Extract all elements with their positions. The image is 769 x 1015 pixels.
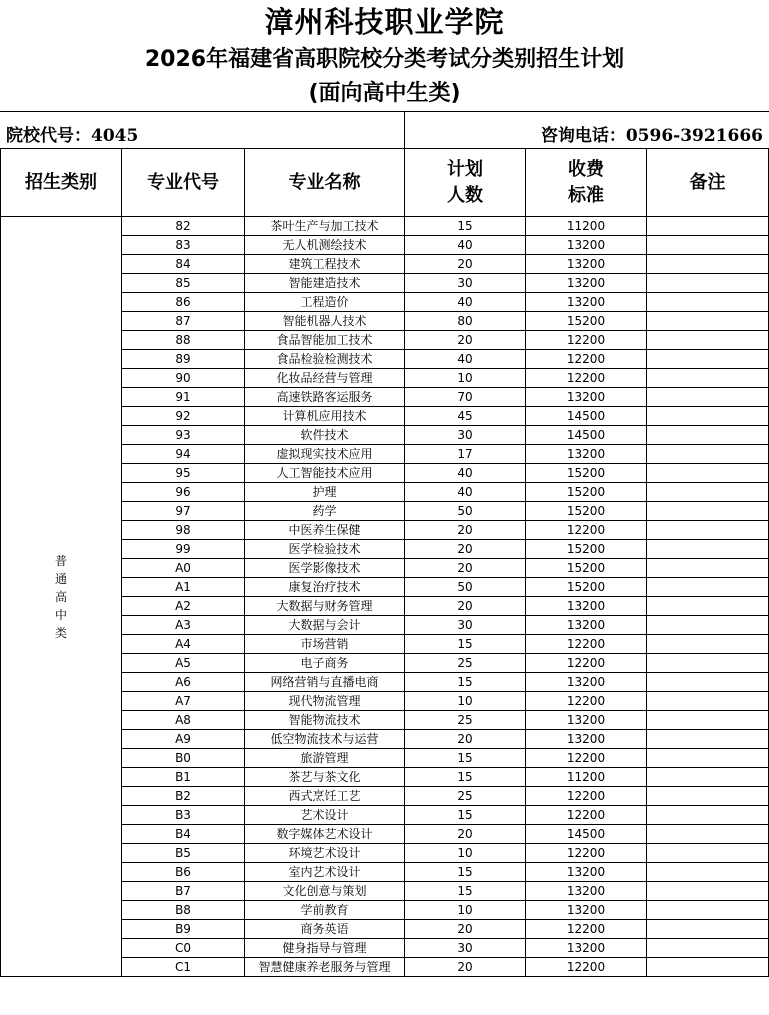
plan-count-cell: 30 [405,616,526,635]
major-name-cell: 市场营销 [245,635,405,654]
fee-cell: 13200 [526,939,647,958]
header-fee-line2: 标准 [568,184,604,206]
fee-cell: 15200 [526,312,647,331]
major-name-cell: 护理 [245,483,405,502]
plan-count-cell: 15 [405,749,526,768]
fee-cell: 13200 [526,255,647,274]
enrollment-table [0,148,769,977]
plan-count-cell: 25 [405,654,526,673]
major-code-cell: A1 [122,578,245,597]
major-code-cell: 92 [122,407,245,426]
plan-count-cell: 30 [405,939,526,958]
major-code-cell: A7 [122,692,245,711]
remark-cell [647,521,769,540]
major-name-cell: 数字媒体艺术设计 [245,825,405,844]
major-name-cell: 室内艺术设计 [245,863,405,882]
fee-cell: 14500 [526,825,647,844]
plan-count-cell: 15 [405,882,526,901]
plan-count-cell: 40 [405,483,526,502]
remark-cell [647,597,769,616]
remark-cell [647,844,769,863]
fee-cell: 13200 [526,597,647,616]
plan-count-cell: 15 [405,217,526,236]
header-fee-line1: 收费 [568,158,604,180]
major-code-cell: 97 [122,502,245,521]
fee-cell: 13200 [526,901,647,920]
fee-cell: 12200 [526,369,647,388]
major-code-cell: A9 [122,730,245,749]
major-name-cell: 茶艺与茶文化 [245,768,405,787]
fee-cell: 13200 [526,863,647,882]
header-major-name: 专业名称 [245,149,405,217]
major-code-cell: 96 [122,483,245,502]
plan-count-cell: 15 [405,768,526,787]
fee-cell: 11200 [526,217,647,236]
fee-cell: 12200 [526,749,647,768]
major-name-cell: 无人机测绘技术 [245,236,405,255]
plan-count-cell: 15 [405,863,526,882]
fee-cell: 15200 [526,540,647,559]
major-name-cell: 食品检验检测技术 [245,350,405,369]
plan-count-cell: 50 [405,578,526,597]
major-code-cell: B5 [122,844,245,863]
major-code-cell: B2 [122,787,245,806]
major-name-cell: 智能机器人技术 [245,312,405,331]
major-name-cell: 大数据与会计 [245,616,405,635]
remark-cell [647,255,769,274]
plan-count-cell: 20 [405,521,526,540]
major-code-cell: 87 [122,312,245,331]
plan-count-cell: 30 [405,426,526,445]
plan-count-cell: 10 [405,844,526,863]
major-name-cell: 软件技术 [245,426,405,445]
remark-cell [647,217,769,236]
fee-cell: 12200 [526,521,647,540]
major-name-cell: 智能物流技术 [245,711,405,730]
fee-cell: 15200 [526,559,647,578]
plan-count-cell: 10 [405,369,526,388]
major-name-cell: 建筑工程技术 [245,255,405,274]
major-code-cell: 85 [122,274,245,293]
fee-cell: 12200 [526,920,647,939]
remark-cell [647,635,769,654]
fee-cell: 14500 [526,426,647,445]
plan-count-cell: 40 [405,464,526,483]
fee-cell: 12200 [526,635,647,654]
fee-cell: 15200 [526,578,647,597]
fee-cell: 11200 [526,768,647,787]
major-code-cell: A8 [122,711,245,730]
remark-cell [647,958,769,977]
plan-count-cell: 40 [405,236,526,255]
fee-cell: 12200 [526,654,647,673]
category-char: 类 [54,625,67,640]
major-code-cell: A4 [122,635,245,654]
fee-cell: 12200 [526,844,647,863]
info-row [0,111,769,149]
major-code-cell: B3 [122,806,245,825]
plan-subtitle: 2026年福建省高职院校分类考试分类别招生计划 [144,47,625,72]
plan-count-cell: 20 [405,730,526,749]
header-plan-line2: 人数 [447,184,483,206]
remark-cell [647,502,769,521]
major-name-cell: 文化创意与策划 [245,882,405,901]
major-name-cell: 健身指导与管理 [245,939,405,958]
header-plan-count [405,149,526,217]
info-divider [404,112,528,149]
major-code-cell: 99 [122,540,245,559]
major-name-cell: 人工智能技术应用 [245,464,405,483]
major-name-cell: 西式烹饪工艺 [245,787,405,806]
major-code-cell: 91 [122,388,245,407]
major-name-cell: 大数据与财务管理 [245,597,405,616]
remark-cell [647,787,769,806]
remark-cell [647,711,769,730]
major-name-cell: 化妆品经营与管理 [245,369,405,388]
plan-count-cell: 45 [405,407,526,426]
major-code-cell: B7 [122,882,245,901]
school-code: 院校代号：4045 [6,126,139,146]
major-name-cell: 虚拟现实技术应用 [245,445,405,464]
plan-count-cell: 80 [405,312,526,331]
major-code-cell: 94 [122,445,245,464]
major-code-cell: B0 [122,749,245,768]
category-char: 中 [54,607,67,622]
major-name-cell: 商务英语 [245,920,405,939]
category-char: 通 [54,571,67,586]
remark-cell [647,407,769,426]
major-name-cell: 智慧健康养老服务与管理 [245,958,405,977]
fee-cell: 15200 [526,483,647,502]
header-remark: 备注 [647,149,769,217]
fee-cell: 13200 [526,274,647,293]
major-name-cell: 医学检验技术 [245,540,405,559]
category-note: (面向高中生类) [308,81,461,106]
fee-cell: 13200 [526,882,647,901]
category-char: 高 [54,589,67,604]
plan-count-cell: 20 [405,597,526,616]
fee-cell: 12200 [526,958,647,977]
remark-cell [647,483,769,502]
remark-cell [647,293,769,312]
remark-cell [647,616,769,635]
major-code-cell: 89 [122,350,245,369]
remark-cell [647,768,769,787]
plan-count-cell: 30 [405,274,526,293]
major-name-cell: 工程造价 [245,293,405,312]
table-header-row [1,149,769,217]
plan-count-cell: 15 [405,806,526,825]
header-category: 招生类别 [1,149,122,217]
major-code-cell: B6 [122,863,245,882]
remark-cell [647,730,769,749]
major-code-cell: 83 [122,236,245,255]
major-code-cell: 86 [122,293,245,312]
major-code-cell: A0 [122,559,245,578]
remark-cell [647,578,769,597]
plan-count-cell: 20 [405,540,526,559]
major-code-cell: 88 [122,331,245,350]
major-code-cell: A3 [122,616,245,635]
fee-cell: 13200 [526,445,647,464]
major-name-cell: 茶叶生产与加工技术 [245,217,405,236]
remark-cell [647,236,769,255]
remark-cell [647,939,769,958]
fee-cell: 15200 [526,464,647,483]
plan-count-cell: 25 [405,711,526,730]
remark-cell [647,806,769,825]
fee-cell: 12200 [526,806,647,825]
fee-cell: 13200 [526,388,647,407]
fee-cell: 14500 [526,407,647,426]
major-name-cell: 环境艺术设计 [245,844,405,863]
remark-cell [647,274,769,293]
remark-cell [647,673,769,692]
fee-cell: 15200 [526,502,647,521]
major-name-cell: 智能建造技术 [245,274,405,293]
major-name-cell: 医学影像技术 [245,559,405,578]
major-code-cell: 95 [122,464,245,483]
major-name-cell: 网络营销与直播电商 [245,673,405,692]
major-code-cell: B4 [122,825,245,844]
major-name-cell: 食品智能加工技术 [245,331,405,350]
plan-count-cell: 40 [405,293,526,312]
fee-cell: 13200 [526,616,647,635]
fee-cell: 12200 [526,692,647,711]
fee-cell: 13200 [526,730,647,749]
major-name-cell: 电子商务 [245,654,405,673]
fee-cell: 13200 [526,236,647,255]
major-name-cell: 旅游管理 [245,749,405,768]
plan-count-cell: 10 [405,692,526,711]
plan-count-cell: 20 [405,825,526,844]
major-code-cell: A2 [122,597,245,616]
plan-count-cell: 25 [405,787,526,806]
major-code-cell: C1 [122,958,245,977]
major-code-cell: 84 [122,255,245,274]
fee-cell: 12200 [526,350,647,369]
remark-cell [647,825,769,844]
plan-count-cell: 20 [405,920,526,939]
major-code-cell: B1 [122,768,245,787]
school-name: 漳州科技职业学院 [264,5,505,39]
remark-cell [647,350,769,369]
major-name-cell: 计算机应用技术 [245,407,405,426]
major-code-cell: A5 [122,654,245,673]
title-block [0,0,769,111]
major-code-cell: 90 [122,369,245,388]
major-name-cell: 高速铁路客运服务 [245,388,405,407]
header-plan-line1: 计划 [447,158,483,180]
remark-cell [647,863,769,882]
major-code-cell: 93 [122,426,245,445]
fee-cell: 12200 [526,787,647,806]
remark-cell [647,540,769,559]
major-code-cell: A6 [122,673,245,692]
major-name-cell: 现代物流管理 [245,692,405,711]
plan-count-cell: 20 [405,559,526,578]
plan-count-cell: 50 [405,502,526,521]
remark-cell [647,692,769,711]
major-code-cell: 98 [122,521,245,540]
fee-cell: 12200 [526,331,647,350]
remark-cell [647,901,769,920]
plan-count-cell: 20 [405,255,526,274]
remark-cell [647,426,769,445]
plan-count-cell: 20 [405,331,526,350]
remark-cell [647,920,769,939]
remark-cell [647,445,769,464]
remark-cell [647,559,769,578]
fee-cell: 13200 [526,711,647,730]
category-char: 普 [54,553,67,568]
fee-cell: 13200 [526,293,647,312]
remark-cell [647,312,769,331]
table-row [1,217,769,236]
remark-cell [647,882,769,901]
major-code-cell: B9 [122,920,245,939]
major-name-cell: 学前教育 [245,901,405,920]
remark-cell [647,654,769,673]
remark-cell [647,464,769,483]
plan-count-cell: 40 [405,350,526,369]
header-major-code: 专业代号 [122,149,245,217]
major-name-cell: 中医养生保健 [245,521,405,540]
remark-cell [647,369,769,388]
remark-cell [647,749,769,768]
plan-count-cell: 15 [405,673,526,692]
major-code-cell: B8 [122,901,245,920]
remark-cell [647,331,769,350]
plan-count-cell: 20 [405,958,526,977]
major-name-cell: 康复治疗技术 [245,578,405,597]
major-code-cell: 82 [122,217,245,236]
major-name-cell: 低空物流技术与运营 [245,730,405,749]
plan-count-cell: 15 [405,635,526,654]
major-code-cell: C0 [122,939,245,958]
remark-cell [647,388,769,407]
table-body [1,217,769,977]
major-name-cell: 艺术设计 [245,806,405,825]
plan-count-cell: 17 [405,445,526,464]
fee-cell: 13200 [526,673,647,692]
category-cell [1,217,122,977]
consult-phone: 咨询电话：0596-3921666 [540,126,763,146]
major-name-cell: 药学 [245,502,405,521]
plan-count-cell: 10 [405,901,526,920]
plan-count-cell: 70 [405,388,526,407]
header-fee [526,149,647,217]
